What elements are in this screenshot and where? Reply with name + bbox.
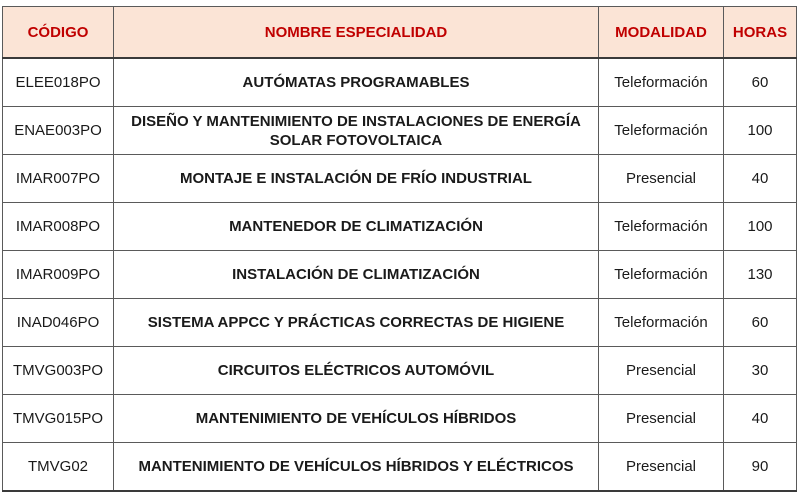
table-body [3, 58, 797, 491]
courses-table [2, 6, 797, 492]
cell-nombre: INSTALACIÓN DE CLIMATIZACIÓN [114, 251, 599, 299]
cell-horas: 60 [724, 299, 797, 347]
table-header [3, 7, 797, 59]
cell-codigo: TMVG02 [3, 443, 114, 492]
cell-modalidad: Presencial [599, 155, 724, 203]
courses-table-container [2, 6, 797, 492]
cell-nombre: CIRCUITOS ELÉCTRICOS AUTOMÓVIL [114, 347, 599, 395]
table-row [3, 443, 797, 492]
cell-nombre: MANTENIMIENTO DE VEHÍCULOS HÍBRIDOS [114, 395, 599, 443]
table-row [3, 299, 797, 347]
cell-codigo: TMVG015PO [3, 395, 114, 443]
cell-horas: 100 [724, 203, 797, 251]
table-row [3, 107, 797, 155]
cell-modalidad: Teleformación [599, 203, 724, 251]
table-row [3, 203, 797, 251]
header-row [3, 7, 797, 59]
cell-codigo: IMAR008PO [3, 203, 114, 251]
header-modalidad: MODALIDAD [599, 7, 724, 59]
cell-codigo: INAD046PO [3, 299, 114, 347]
header-nombre: NOMBRE ESPECIALIDAD [114, 7, 599, 59]
cell-nombre: MANTENIMIENTO DE VEHÍCULOS HÍBRIDOS Y ELÉCTRICOS [114, 443, 599, 492]
cell-codigo: ELEE018PO [3, 58, 114, 107]
cell-nombre: MANTENEDOR DE CLIMATIZACIÓN [114, 203, 599, 251]
cell-horas: 60 [724, 58, 797, 107]
cell-nombre: MONTAJE E INSTALACIÓN DE FRÍO INDUSTRIAL [114, 155, 599, 203]
cell-horas: 40 [724, 155, 797, 203]
cell-codigo: IMAR007PO [3, 155, 114, 203]
cell-nombre: SISTEMA APPCC Y PRÁCTICAS CORRECTAS DE HIGIENE [114, 299, 599, 347]
cell-horas: 130 [724, 251, 797, 299]
table-row [3, 395, 797, 443]
cell-horas: 30 [724, 347, 797, 395]
table-row [3, 347, 797, 395]
cell-modalidad: Teleformación [599, 107, 724, 155]
cell-nombre: DISEÑO Y MANTENIMIENTO DE INSTALACIONES DE ENERGÍA SOLAR FOTOVOLTAICA [114, 107, 599, 155]
header-horas: HORAS [724, 7, 797, 59]
header-codigo: CÓDIGO [3, 7, 114, 59]
cell-nombre: AUTÓMATAS PROGRAMABLES [114, 58, 599, 107]
cell-modalidad: Teleformación [599, 58, 724, 107]
cell-modalidad: Presencial [599, 443, 724, 492]
cell-codigo: ENAE003PO [3, 107, 114, 155]
cell-modalidad: Presencial [599, 395, 724, 443]
cell-codigo: IMAR009PO [3, 251, 114, 299]
cell-modalidad: Teleformación [599, 299, 724, 347]
cell-horas: 90 [724, 443, 797, 492]
cell-codigo: TMVG003PO [3, 347, 114, 395]
cell-horas: 40 [724, 395, 797, 443]
table-row [3, 58, 797, 107]
table-row [3, 155, 797, 203]
cell-horas: 100 [724, 107, 797, 155]
table-row [3, 251, 797, 299]
cell-modalidad: Presencial [599, 347, 724, 395]
cell-modalidad: Teleformación [599, 251, 724, 299]
